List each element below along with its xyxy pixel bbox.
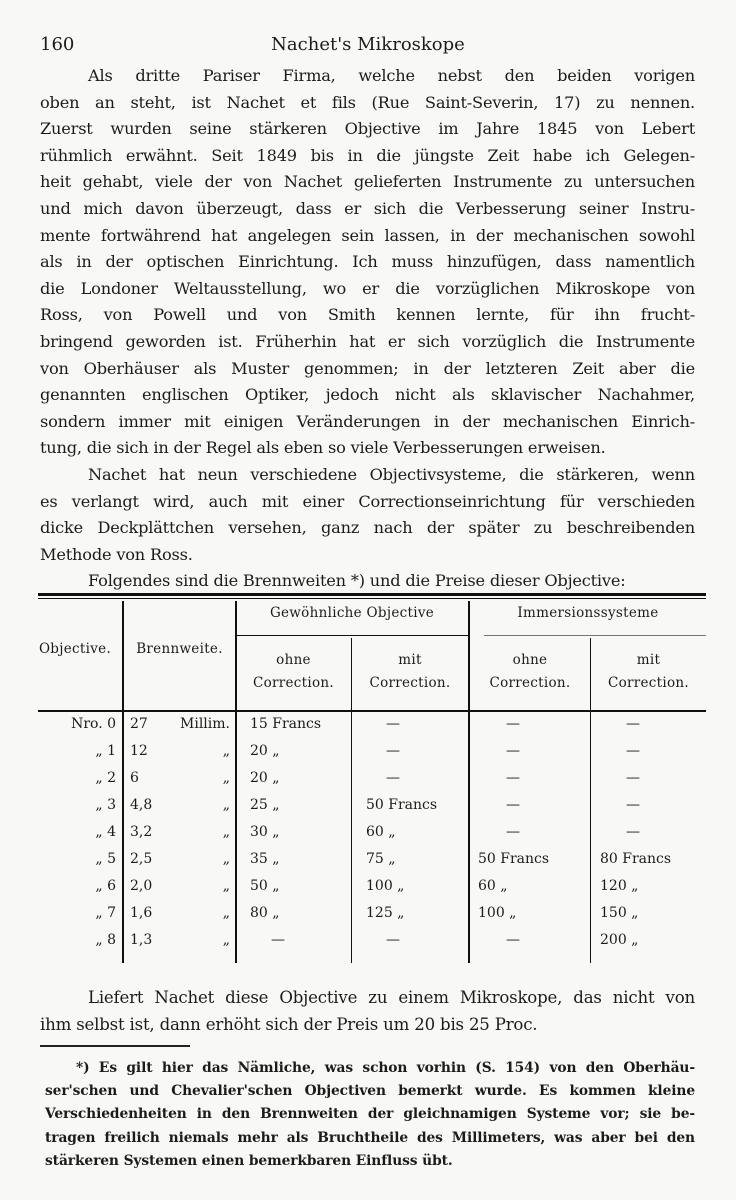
price-ordinary-without: 25 „ <box>250 797 280 813</box>
price-ordinary-without: 20 „ <box>250 743 280 759</box>
text-line: Ross, von Powell und von Smith kennen lernte, für ihn frucht- <box>40 305 695 325</box>
subheader-correction: Correction. <box>369 675 451 691</box>
table-row <box>38 743 706 767</box>
text-line: tung, die sich in der Regel als eben so viele Verbesserungen erweisen. <box>40 438 606 458</box>
focal-unit: „ <box>222 824 230 840</box>
footnote-line: Verschiedenheiten in den Brennweiten der gleichnamigen Systeme vor; sie be- <box>45 1106 695 1123</box>
price-ordinary-without: 35 „ <box>250 851 280 867</box>
price-ordinary-with: — <box>386 932 400 948</box>
price-immersion-without: 50 Francs <box>478 851 550 867</box>
page-number: 160 <box>40 34 75 55</box>
price-ordinary-with: 50 Francs <box>366 797 438 813</box>
focal-unit: „ <box>222 905 230 921</box>
footnote-line: stärkeren Systemen einen bemerkbaren Einfluss übt. <box>45 1152 453 1169</box>
price-immersion-with: 120 „ <box>600 878 639 894</box>
table-row <box>38 824 706 848</box>
price-immersion-without: — <box>506 824 520 840</box>
price-immersion-without: 100 „ <box>478 905 517 921</box>
focal-length: 3,2 <box>130 824 153 840</box>
focal-unit: „ <box>222 797 230 813</box>
text-line: als in der optischen Einrichtung. Ich muss hinzufügen, dass namentlich <box>40 252 695 272</box>
focal-length: 4,8 <box>130 797 153 813</box>
text-line: Als dritte Pariser Firma, welche nebst den beiden vorigen <box>88 66 695 85</box>
focal-length: 2,5 <box>130 851 153 867</box>
text-line: ihm selbst ist, dann erhöht sich der Preis um 20 bis 25 Proc. <box>40 1015 538 1034</box>
price-immersion-with: 80 Francs <box>600 851 672 867</box>
text-line: Zuerst wurden seine stärkeren Objective im Jahre 1845 von Lebert <box>40 119 695 139</box>
footnote-line: ser'schen und Chevalier'schen Objectiven bemerkt wurde. Es kommen kleine <box>45 1083 695 1100</box>
subheader-mit: mit <box>398 652 422 668</box>
running-title: Nachet's Mikroskope <box>271 34 465 55</box>
focal-unit: „ <box>222 770 230 786</box>
text-line: die Londoner Weltausstellung, wo er die vorzüglichen Mikroskope von <box>40 278 695 298</box>
price-immersion-with: — <box>626 824 640 840</box>
text-line: und mich davon überzeugt, dass er sich die Verbesserung seiner Instru- <box>40 199 695 218</box>
text-line: dicke Deckplättchen versehen, ganz nach der später zu beschreibenden <box>40 518 695 538</box>
price-ordinary-with: 100 „ <box>366 878 405 894</box>
price-immersion-without: — <box>506 743 520 759</box>
table-top-rule <box>38 593 706 596</box>
focal-length: 12 <box>130 743 148 759</box>
price-ordinary-with: — <box>386 743 400 759</box>
table-row <box>38 770 706 794</box>
table-row <box>38 932 706 956</box>
price-immersion-without: — <box>506 770 520 786</box>
table-header-rule <box>38 710 706 712</box>
objective-number: „ 2 <box>95 770 116 786</box>
price-immersion-with: — <box>626 797 640 813</box>
price-immersion-without: 60 „ <box>478 878 508 894</box>
text-line: genannten englischen Optiker, jedoch nicht als sklavischer Nachahmer, <box>40 385 695 405</box>
price-ordinary-without: 80 „ <box>250 905 280 921</box>
table-row <box>38 878 706 902</box>
focal-unit: „ <box>222 851 230 867</box>
objective-number: „ 7 <box>95 905 116 921</box>
text-line: es verlangt wird, auch mit einer Correctionseinrichtung für verschieden <box>40 491 695 511</box>
price-ordinary-without: 20 „ <box>250 770 280 786</box>
focal-length: 2,0 <box>130 878 153 894</box>
focal-unit: Millim. <box>180 716 230 732</box>
header-objective: Objective. <box>38 641 112 657</box>
subheader-correction: Correction. <box>489 675 571 691</box>
focal-length: 1,3 <box>130 932 153 948</box>
text-line: Folgendes sind die Brennweiten *) und die Preise dieser Objective: <box>88 571 626 591</box>
subheader-mit: mit <box>636 652 661 668</box>
objective-number: „ 8 <box>95 932 116 948</box>
footnote-line: *) Es gilt hier das Nämliche, was schon vorhin (S. 154) von den Oberhäu- <box>76 1060 695 1076</box>
price-ordinary-without: 30 „ <box>250 824 280 840</box>
subheader-correction: Correction. <box>607 675 690 691</box>
price-ordinary-with: — <box>386 716 400 732</box>
price-ordinary-without: 50 „ <box>250 878 280 894</box>
text-line: rühmlich erwähnt. Seit 1849 bis in die jüngste Zeit habe ich Gelegen- <box>40 145 695 165</box>
table-row <box>38 716 706 740</box>
table-row <box>38 797 706 821</box>
objective-number: Nro. 0 <box>71 716 116 732</box>
objective-number: „ 1 <box>95 743 116 759</box>
focal-length: 27 <box>130 716 148 732</box>
price-ordinary-without: — <box>271 932 285 948</box>
price-ordinary-with: 60 „ <box>366 824 396 840</box>
price-immersion-without: — <box>506 797 520 813</box>
price-ordinary-with: — <box>386 770 400 786</box>
table-top-rule-thin <box>38 598 706 599</box>
text-line: mente fortwährend hat angelegen sein lassen, in der mechanischen sowohl <box>40 225 695 245</box>
focal-unit: „ <box>222 743 230 759</box>
price-immersion-with: 200 „ <box>600 932 639 948</box>
group-rule-immersion <box>484 635 706 636</box>
text-line: bringend geworden ist. Früherhin hat er sich vorzüglich die Instrumente <box>40 332 695 351</box>
header-group-immersion: Immersionssysteme <box>517 605 659 621</box>
focal-length: 1,6 <box>130 905 153 921</box>
table-row <box>38 905 706 929</box>
text-line: oben an steht, ist Nachet et fils (Rue Saint-Severin, 17) zu nennen. <box>40 92 695 112</box>
text-line: Liefert Nachet diese Objective zu einem Mikroskope, das nicht von <box>88 988 695 1007</box>
table-row <box>38 851 706 875</box>
subheader-ohne: ohne <box>276 652 311 668</box>
footnote-rule <box>40 1045 190 1047</box>
price-ordinary-without: 15 Francs <box>250 716 322 732</box>
text-line: sondern immer mit einigen Veränderungen in der mechanischen Einrich- <box>40 411 695 431</box>
text-line: von Oberhäuser als Muster genommen; in der letzteren Zeit aber die <box>40 358 695 378</box>
focal-unit: „ <box>222 878 230 894</box>
subheader-correction: Correction. <box>252 675 335 691</box>
price-ordinary-with: 75 „ <box>366 851 396 867</box>
price-immersion-with: — <box>626 770 640 786</box>
price-ordinary-with: 125 „ <box>366 905 405 921</box>
group-rule-ordinary <box>236 635 468 636</box>
text-line: Methode von Ross. <box>40 544 193 564</box>
text-line: Nachet hat neun verschiedene Objectivsysteme, die stärkeren, wenn <box>88 465 695 484</box>
header-brennweite: Brennweite. <box>136 641 223 657</box>
objective-number: „ 4 <box>95 824 116 840</box>
price-immersion-with: — <box>626 716 640 732</box>
price-immersion-with: 150 „ <box>600 905 639 921</box>
price-immersion-with: — <box>626 743 640 759</box>
objective-number: „ 3 <box>95 797 116 813</box>
price-immersion-without: — <box>506 716 520 732</box>
price-immersion-without: — <box>506 932 520 948</box>
price-table <box>38 593 706 965</box>
header-group-ordinary: Gewöhnliche Objective <box>269 605 435 621</box>
text-line: heit gehabt, viele der von Nachet gelieferten Instrumente zu untersuchen <box>40 172 695 192</box>
objective-number: „ 5 <box>95 851 116 867</box>
footnote-line: tragen freilich niemals mehr als Bruchtheile des Millimeters, was aber bei den <box>45 1129 695 1146</box>
focal-unit: „ <box>222 932 230 948</box>
focal-length: 6 <box>130 770 139 786</box>
subheader-ohne: ohne <box>512 652 548 668</box>
objective-number: „ 6 <box>95 878 116 894</box>
